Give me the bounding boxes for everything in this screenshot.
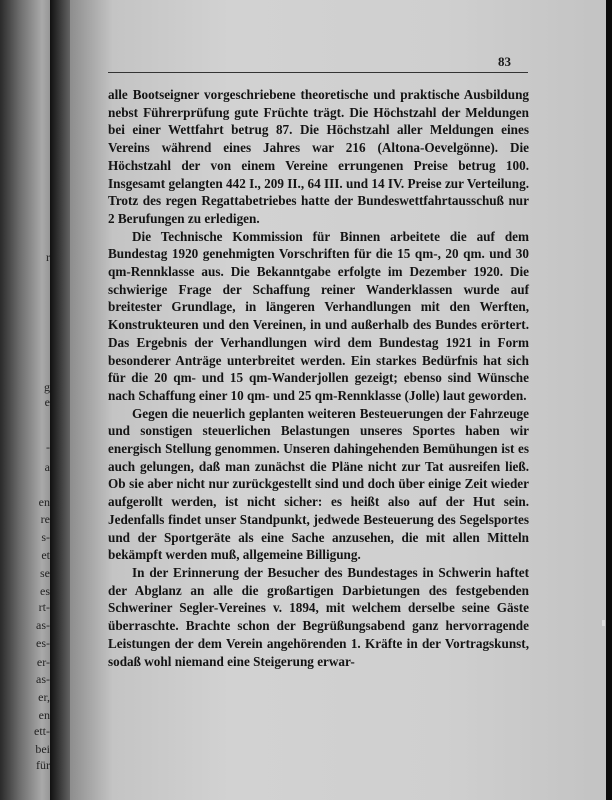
facing-page-fragment: e [44, 395, 50, 409]
facing-page-fragment: - [46, 440, 50, 454]
facing-page-fragment: g [44, 380, 50, 394]
paragraph: Die Technische Kommission für Binnen arbeitete die auf dem Bundestag 1920 genehmigten Vorschriften für die 15 qm-, 20 qm. und 30 qm-Rennklasse aus. Die Bekanntgabe erfolgte im Dezember 1920. Die schwierige Frage der Schaffung reiner Wanderklassen wurde auf breitester Grundlage, in längeren Verhandlungen mit den Werften, Konstrukteuren und den Vereinen, in und außerhalb des Bundes erörtert. Das Ergebnis der Verhandlungen wird dem Bundestag 1921 in Form besonderer Anträge unterbreitet werden. Ein starkes Bedürfnis hat sich für die 20 qm- und 15 qm-Wanderjollen gezeigt; ebenso sind Wünsche nach Schaffung einer 10 qm- und 25 qm-Rennklasse (Jolle) laut geworden. [108, 228, 529, 403]
facing-page-fragment: en [38, 495, 50, 509]
book-page [70, 0, 606, 800]
facing-page-fragment: rt- [38, 600, 50, 614]
scan-speck [602, 620, 605, 626]
facing-page-text-fragments [0, 0, 56, 800]
facing-page-fragment: se [40, 566, 50, 580]
facing-page-fragment: ett- [34, 724, 50, 738]
facing-page-fragment: re [40, 512, 50, 526]
facing-page-fragment: es- [36, 636, 50, 650]
page-number: 83 [498, 54, 511, 69]
facing-page-fragment: s- [41, 530, 50, 544]
paragraph: Gegen die neuerlich geplanten weiteren Besteuerungen der Fahrzeuge und sonstigen steuerlichen Belastungen unseres Sportes haben wir energisch Stellung genommen. Unseren dahingehenden Bemühungen ist es auch gelungen, daß man zunächst die Pläne nicht zur Tat ausreifen ließ. Ob sie aber nicht nur zurückgestellt sind und doch über einige Zeit wieder aufgerollt werden, ist nicht sicher: es heißt also auf der Hut sein. Jedenfalls findet unser Standpunkt, jedwede Besteuerung des Segelsportes und der Sportgeräte als eine Sache anzusehen, die mit allen Mitteln bekämpft werden muß, allgemeine Billigung. [108, 405, 529, 563]
facing-page-fragment: as- [36, 672, 50, 686]
facing-page-fragment: er, [38, 690, 50, 704]
facing-page-fragment: r [46, 250, 50, 264]
facing-page-fragment: as- [36, 618, 50, 632]
facing-page-fragment: en [38, 708, 50, 722]
header-rule [108, 72, 528, 73]
facing-page-fragment: für [36, 758, 50, 772]
paragraph: In der Erinnerung der Besucher des Bundestages in Schwerin haftet der Abglanz an alle die großartigen Darbietungen des festgebenden Schweriner Segler-Vereines v. 1894, mit welchem derselbe seine Gäste überraschte. Brachte schon der Begrüßungsabend ganz hervorragende Leistungen der dem Verein angehörenden 1. Kräfte in der Vortragskunst, sodaß wohl niemand eine Steigerung erwar- [108, 564, 529, 669]
facing-page-fragment: et [41, 548, 50, 562]
facing-page-fragment: a [44, 460, 50, 474]
facing-page-fragment: bei [35, 742, 50, 756]
body-text [108, 86, 529, 670]
facing-page-fragment: er- [36, 655, 50, 669]
facing-page-fragment: es [40, 584, 50, 598]
paragraph: alle Bootseigner vorgeschriebene theoretische und praktische Ausbildung nebst Führerprüfung gute Früchte trägt. Die Höchstzahl der Meldungen bei einer Wettfahrt betrug 87. Die Höchstzahl aller Meldungen eines Vereins während eines Jahres war 216 (Altona-Oevelgönne). Die Höchstzahl der von einem Vereine errungenen Preise betrug 100. Insgesamt gelangten 442 I., 209 II., 64 III. und 14 IV. Preise zur Verteilung. Trotz des regen Regattabetriebes hatte der Bundeswettfahrtausschuß nur 2 Berufungen zu erledigen. [108, 87, 529, 226]
facing-page-edge [0, 0, 56, 800]
